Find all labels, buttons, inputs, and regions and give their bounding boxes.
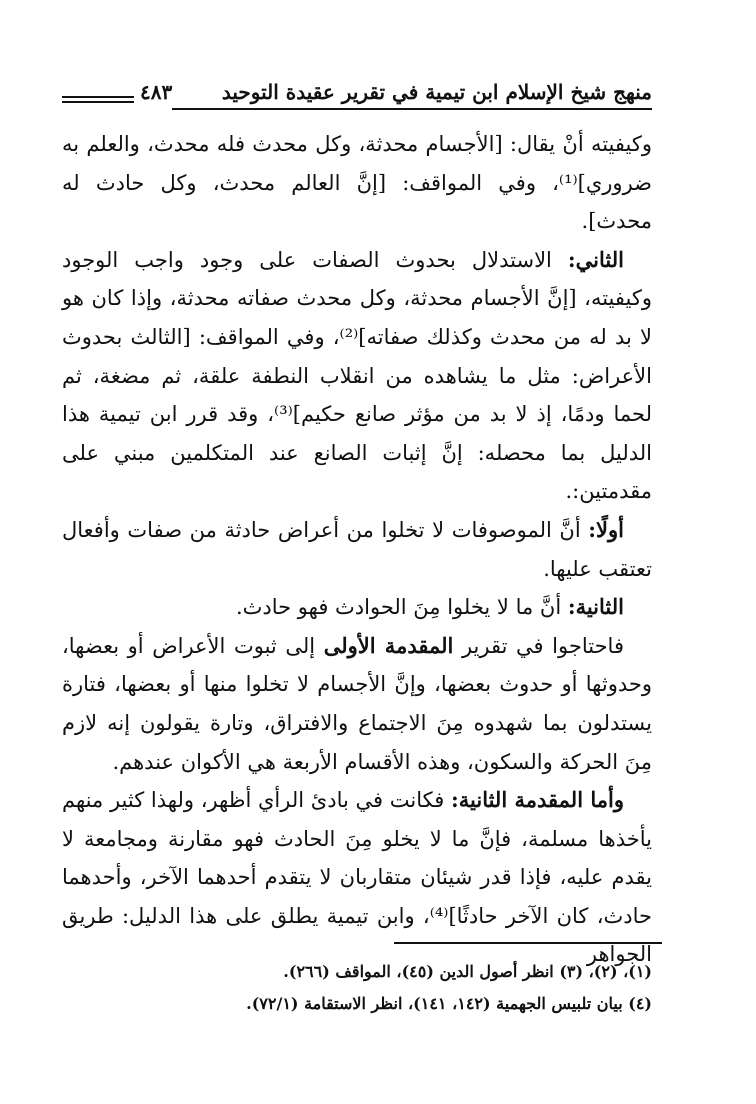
paragraph-4-text: أنَّ ما لا يخلوا مِنَ الحوادث فهو حادث. [235, 595, 568, 620]
footnotes [62, 956, 652, 1020]
footnote-2: (٤) بيان تلبيس الجهمية (١٤٢، ١٤١)، انظر الاستقامة (٧٢/١). [246, 994, 652, 1013]
header-double-rule [62, 96, 134, 103]
main-text [62, 125, 652, 974]
paragraph-1-text: وكيفيته أنْ يقال: [الأجسام محدثة، وكل محدث فله محدث، والعلم به ضروري]⁽¹⁾، وفي المواقف: [إنَّ العالم محدث، وكل حادث له محدث]. [62, 132, 652, 234]
paragraph-3-text: أنَّ الموصوفات لا تخلوا من أعراض حادثة من صفات وأفعال تعتقب عليها. [62, 517, 652, 581]
paragraph-5 [62, 627, 652, 781]
paragraph-5-bold: المقدمة الأولى [323, 632, 454, 658]
page-number: ٤٨٣ [140, 80, 173, 104]
paragraph-4 [62, 588, 652, 627]
paragraph-2 [62, 241, 652, 511]
paragraph-6-text: فكانت في بادئ الرأي أظهر، ولهذا كثير منهم يأخذها مسلمة، فإنَّ ما لا يخلو مِنَ الحادث فهو مقارنة ومجامعة لا يقدم عليه، فإذا قدر شيئان متقاربان لا يتقدم أحدهما الآخر، وأحدهما حادث، كان الآخر حادثًا]⁽⁴⁾، وابن تيمية يطلق على هذا الدليل: طريق الجواهر [62, 788, 652, 967]
footnote-separator [394, 942, 662, 944]
paragraph-4-lead: الثانية: [567, 594, 624, 620]
paragraph-1 [62, 125, 652, 241]
paragraph-5-text: إلى ثبوت الأعراض أو بعضها، وحدوثها أو حدوث بعضها، وإنَّ الأجسام لا تخلوا منها أو بعضها، فتارة يستدلون بما شهدوه مِنَ الاجتماع والافتراق، وتارة يقولون إنه لازم مِنَ الحركة والسكون، وهذه الأقسام الأربعة هي الأكوان عندهم. [62, 633, 652, 774]
running-title: منهج شيخ الإسلام ابن تيمية في تقرير عقيدة التوحيد [221, 80, 652, 104]
footnote-1: (١)، (٢)، (٣) انظر أصول الدين (٤٥)، المواقف (٢٦٦). [283, 962, 652, 981]
paragraph-6 [62, 781, 652, 974]
page-header [62, 72, 652, 112]
paragraph-5-text-before: فاحتاجوا في تقرير [453, 633, 624, 658]
header-underline [172, 108, 652, 110]
paragraph-2-lead: الثاني: [567, 246, 624, 272]
paragraph-3 [62, 511, 652, 588]
paragraph-2-text: الاستدلال بحدوث الصفات على وجود واجب الوجود وكيفيته، [إنَّ الأجسام محدثة، وكل محدث صفاته محدثة، وإذا كان هو لا بد له من محدث وكذلك صفاته]⁽²⁾، وفي المواقف: [الثالث بحدوث الأعراض: مثل ما يشاهده من انقلاب النطفة علقة، ثم مضغة، ثم لحما ودمًا، إذ لا بد من مؤثر صانع حكيم]⁽³⁾، وقد قرر ابن تيمية هذا الدليل بما محصله: إنَّ إثبات الصانع عند المتكلمين مبني على مقدمتين:. [62, 247, 653, 504]
paragraph-6-lead: وأما المقدمة الثانية: [451, 787, 624, 813]
paragraph-3-lead: أولًا: [588, 516, 624, 542]
